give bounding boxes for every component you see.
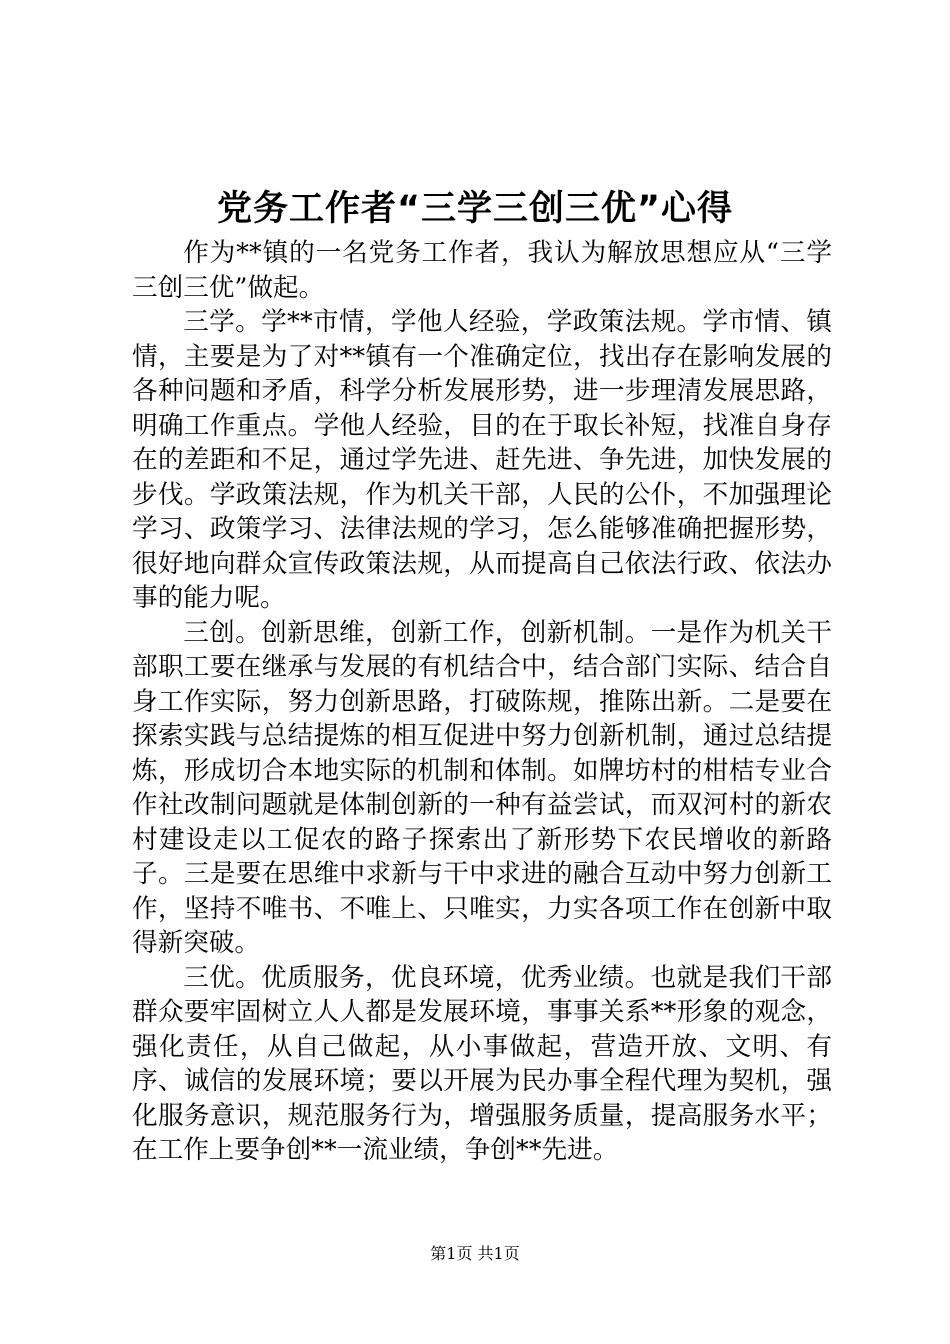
document-body: [132, 236, 832, 1168]
page-footer: 第1页 共1页: [430, 1244, 520, 1263]
paragraph-san-you: 三优。优质服务，优良环境，优秀业绩。也就是我们干部群众要牢固树立人人都是发展环境，事事关系**形象的观念，强化责任，从自己做起，从小事做起，营造开放、文明、有序、诚信的发展环境；要以开展为民办事全程代理为契机，强化服务意识，规范服务行为，增强服务质量，提高服务水平；在工作上要争创**一流业绩，争创**先进。: [132, 962, 832, 1165]
paragraph-san-chuang: 三创。创新思维，创新工作，创新机制。一是作为机关干部职工要在继承与发展的有机结合中，结合部门实际、结合自身工作实际，努力创新思路，打破陈规，推陈出新。二是要在探索实践与总结提炼的相互促进中努力创新机制，通过总结提炼，形成切合本地实际的机制和体制。如牌坊村的柑桔专业合作社改制问题就是体制创新的一种有益尝试，而双河村的新农村建设走以工促农的路子探索出了新形势下农民增收的新路子。三是要在思维中求新与干中求进的融合互动中努力创新工作，坚持不唯书、不唯上、只唯实，力实各项工作在创新中取得新突破。: [132, 617, 832, 958]
paragraph-intro: 作为**镇的一名党务工作者，我认为解放思想应从“三学三创三优”做起。: [132, 238, 832, 303]
document-title: 党务工作者“三学三创三优”心得: [216, 189, 733, 229]
paragraph-san-xue: 三学。学**市情，学他人经验，学政策法规。学市情、镇情，主要是为了对**镇有一个准确定位，找出存在影响发展的各种问题和矛盾，科学分析发展形势，进一步理清发展思路，明确工作重点。学他人经验，目的在于取长补短，找准自身存在的差距和不足，通过学先进、赶先进、争先进，加快发展的步伐。学政策法规，作为机关干部，人民的公仆，不加强理论学习、政策学习、法律法规的学习，怎么能够准确把握形势，很好地向群众宣传政策法规，从而提高自己依法行政、依法办事的能力呢。: [132, 307, 832, 613]
